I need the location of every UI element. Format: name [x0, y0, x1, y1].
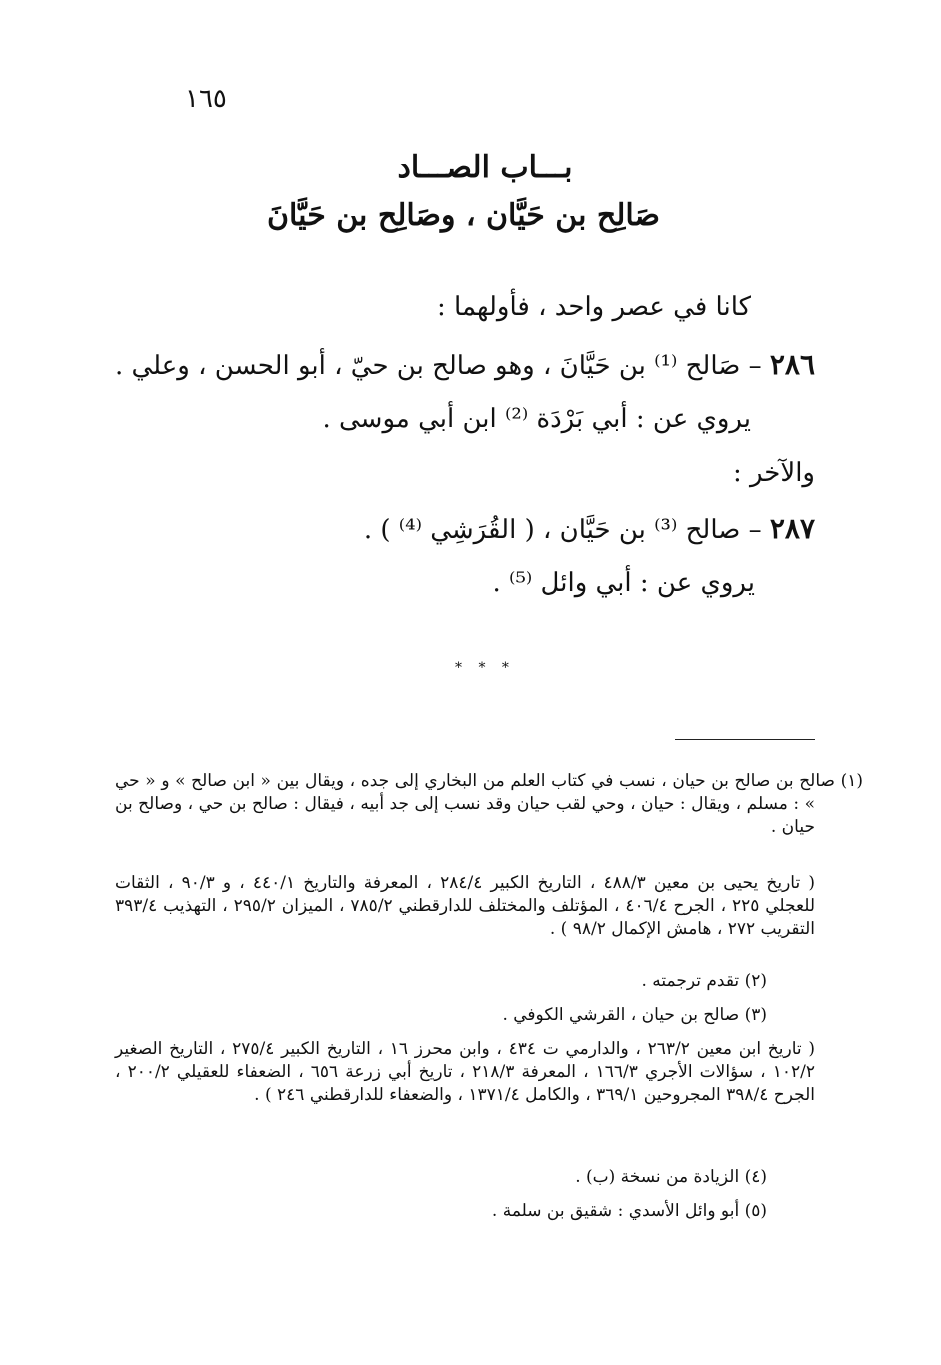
entry-number: ٢٨٧: [769, 512, 815, 545]
footnote-divider: [675, 739, 815, 740]
footnote-3: (٣) صالح بن حيان ، القرشي الكوفي .: [502, 1005, 767, 1025]
entry-text: – صالح ⁽³⁾ بن حَيَّان ، ( القُرَشِي ⁽⁴⁾ ) .: [363, 515, 770, 545]
footnote-5: (٥) أبو وائل الأسدي : شقيق بن سلمة .: [491, 1201, 767, 1221]
intro-line: كانا في عصر واحد ، فأولهما :: [437, 292, 751, 322]
entry-286-narrates: يروي عن : أبي بَرْدَة ⁽²⁾ ابن أبي موسى .: [322, 404, 751, 434]
entry-text: – صَالح ⁽¹⁾ بن حَيَّانَ ، وهو صالح بن حيّ ، أبو الحسن ، وعلي .: [114, 351, 770, 381]
entry-286: [115, 348, 815, 381]
section-separator: * * *: [455, 660, 515, 676]
entry-287: [364, 512, 815, 545]
section-subtitle: صَالِح بن حَيَّان ، وصَالِح بن حَيَّانَ: [267, 198, 660, 233]
entry-number: ٢٨٦: [769, 348, 815, 381]
footnote-1: (١) صالح بن صالح بن حيان ، نسب في كتاب العلم من البخاري إلى جده ، ويقال بين « ابن صالح » و « حي » : مسلم ، ويقال : حيان ، وحي لقب حيان وقد نسب إلى جد أبيه ، فيقال : صالح بن حي ، وصالح بن حيان .: [115, 771, 863, 837]
page-number: ١٦٥: [185, 84, 227, 114]
footnote-2: (٢) تقدم ترجمته .: [641, 971, 767, 991]
chapter-title: بـــاب الصـــاد: [397, 150, 573, 185]
footnote-1-sources: ( تاريخ يحيى بن معين ٤٨٨/٣ ، التاريخ الكبير ٢٨٤/٤ ، المعرفة والتاريخ ٤٤٠/١ ، و ٩٠/٣ ، الثقات للعجلي ٢٢٥ ، الجرح ٤٠٦/٤ ، المؤتلف والمختلف للدارقطني ٧٨٥/٢ ، الميزان ٢٩٥/٢ ، التهذيب ٣٩٣/٤ التقريب ٢٧٢ ، هامش الإكمال ٩٨/٢ ) .: [115, 873, 815, 939]
footnote-3-sources: ( تاريخ ابن معين ٢٦٣/٢ ، والدارمي ت ٤٣٤ ، وابن محرز ١٦ ، التاريخ الكبير ٢٧٥/٤ ، التاريخ الصغير ١٠٢/٢ ، سؤالات الأجري ١٦٦/٣ ، المعرفة ٢١٨/٣ ، تاريخ أبي زرعة ٦٥٦ ، الضعفاء للعقيلي ٢٠٠/٢ ، الجرح ٣٩٨/٤ المجروحين ٣٦٩/١ ، والكامل ١٣٧١/٤ ، والضعفاء للدارقطني ٢٤٦ ) .: [115, 1039, 815, 1105]
entry-287-narrates: يروي عن : أبي وائل ⁽⁵⁾ .: [492, 568, 755, 598]
other-label: والآخر :: [732, 458, 815, 488]
footnote-4: (٤) الزيادة من نسخة (ب) .: [575, 1167, 767, 1187]
